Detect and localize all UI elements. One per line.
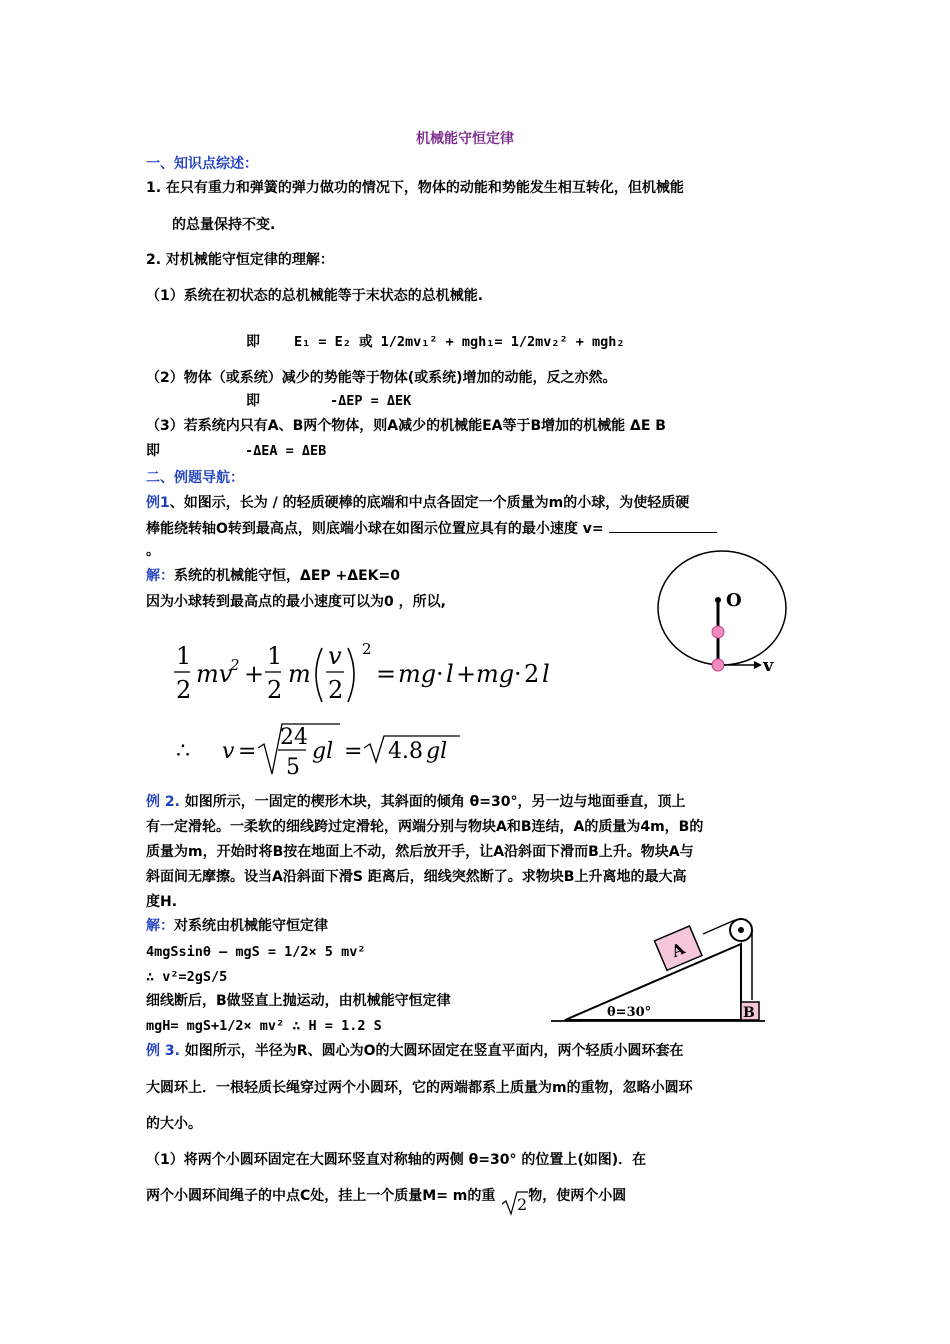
ex1-circle-figure [652, 548, 802, 678]
ex1-line3: 。 [146, 543, 160, 559]
sqrt2-symbol [500, 1186, 528, 1216]
answer-blank [609, 520, 717, 533]
svg-text:2: 2 [362, 640, 372, 658]
svg-text:∴: ∴ [176, 739, 190, 764]
ex2-label: 例 2. [146, 794, 180, 810]
ex1-solution-line2: 因为小球转到最高点的最小速度可以为0 ，所以, [146, 594, 446, 610]
svg-text:l: l [446, 660, 454, 688]
section-heading-knowledge: 一、知识点综述： [146, 156, 258, 172]
ex1-line1 [146, 495, 689, 512]
svg-text:mg: mg [476, 660, 515, 688]
eq2-label: 即 [246, 393, 260, 409]
sub3: （3）若系统内只有A、B两个物体，则A减少的机械能EA等于B增加的机械能 ΔE B [146, 418, 666, 434]
item1-line2: 的总量保持不变. [172, 217, 276, 233]
ex2-solution-line2: 4mgSsinθ – mgS = 1/2× 5 mv² [146, 944, 366, 960]
section-heading-examples: 二、例题导航： [146, 470, 244, 486]
ex1-solution-line1 [146, 568, 400, 585]
eq3-formula: -ΔEA = ΔEB [245, 443, 327, 459]
ex3-line3: 的大小。 [146, 1116, 202, 1132]
ex1-line2 [146, 520, 717, 538]
ex3-line1 [146, 1043, 684, 1060]
ex3-line5-text: 两个小圆环间绳子的中点C处，挂上一个质量M= m的重 [146, 1188, 496, 1204]
ex2-solution-line5: mgH= mgS+1/2× mv² ∴ H = 1.2 S [146, 1018, 382, 1034]
svg-text:mg: mg [398, 660, 437, 688]
svg-text:1: 1 [176, 642, 192, 670]
svg-text:=: = [376, 660, 397, 688]
svg-text:2: 2 [176, 676, 192, 704]
ex3-label: 例 3. [146, 1043, 180, 1059]
svg-text:v: v [222, 739, 235, 764]
ex2-wedge-figure [545, 908, 770, 1028]
eq3-label: 即 [146, 443, 160, 459]
svg-text:gl: gl [426, 739, 448, 764]
ex1-label: 例1 [146, 495, 170, 511]
ex2-line5: 度H. [146, 894, 178, 910]
wedge [565, 944, 741, 1020]
ex2-line1 [146, 794, 686, 811]
svg-text:·: · [436, 660, 444, 688]
ex3-line1-text: 如图所示，半径为R、圆心为O的大圆环固定在竖直平面内，两个轻质小圆环套在 [179, 1043, 684, 1059]
ex2-line3: 质量为m，开始时将B按在地面上不动，然后放开手，让A沿斜面下滑而B上升。物块A与 [146, 844, 694, 860]
ex3-line4: （1）将两个小圆环固定在大圆环竖直对称轴的两侧 θ=30° 的位置上(如图)．在 [146, 1152, 647, 1168]
label-v: v [763, 655, 774, 676]
svg-text:·: · [514, 660, 522, 688]
item2: 2. 对机械能守恒定律的理解： [146, 252, 334, 268]
ex1-energy-equation [168, 636, 608, 786]
pivot-point [715, 597, 721, 603]
sub2: （2）物体（或系统）减少的势能等于物体(或系统)增加的动能，反之亦然。 [146, 370, 617, 386]
svg-text:2: 2 [267, 676, 283, 704]
svg-text:m: m [288, 660, 311, 688]
item1-line1: 1. 在只有重力和弹簧的弹力做功的情况下，物体的动能和势能发生相互转化，但机械能 [146, 180, 684, 196]
ex1-line2-text: 棒能绕转轴O转到最高点，则底端小球在如图示位置应具有的最小速度 v= [146, 521, 604, 537]
ex2-solution-label: 解： [146, 918, 174, 934]
ex2-solution-line1 [146, 918, 328, 935]
svg-text:=: = [238, 739, 257, 764]
label-b: B [743, 1005, 755, 1021]
svg-text:+: + [456, 660, 477, 688]
svg-text:4.8: 4.8 [388, 739, 423, 764]
ex3-line2: 大圆环上．一根轻质长绳穿过两个小圆环，它的两端都系上质量为m的重物，忽略小圆环 [146, 1080, 693, 1096]
svg-text:gl: gl [312, 739, 334, 764]
svg-text:24: 24 [280, 725, 308, 750]
ex2-solution-text1: 对系统由机械能守恒定律 [174, 918, 328, 934]
svg-text:5: 5 [286, 755, 300, 780]
ex1-solution-label: 解： [146, 568, 174, 584]
svg-text:v: v [328, 642, 342, 670]
svg-text:=: = [344, 739, 363, 764]
ex1-line1-text: 、如图示，长为 / 的轻质硬棒的底端和中点各固定一个质量为m的小球，为使轻质硬 [169, 495, 690, 511]
svg-text:+: + [244, 660, 265, 688]
ex3-line5-tail: 物，使两个小圆 [528, 1188, 627, 1204]
svg-text:2: 2 [517, 1195, 528, 1214]
middle-ball [712, 626, 724, 638]
pulley-axle [738, 927, 744, 933]
eq1-formula: E₁ = E₂ 或 1/2mv₁² + mgh₁= 1/2mv₂² + mgh₂ [294, 334, 625, 350]
ex2-solution-line4: 细线断后，B做竖直上抛运动，由机械能守恒定律 [146, 993, 451, 1009]
bottom-ball [712, 659, 724, 671]
svg-text:l: l [542, 660, 550, 688]
ex3-line5 [146, 1186, 626, 1216]
ex2-solution-line3: ∴ v²=2gS/5 [146, 969, 228, 985]
ex2-line2: 有一定滑轮。一柔软的细线跨过定滑轮，两端分别与物块A和B连结，A的质量为4m，B的 [146, 819, 704, 835]
label-o: O [726, 590, 742, 611]
ex2-line1-text: 如图所示，一固定的楔形木块，其斜面的倾角 θ=30°，另一边与地面垂直，顶上 [179, 794, 686, 810]
svg-text:2: 2 [328, 676, 344, 704]
ex1-solution-text1: 系统的机械能守恒，ΔEP +ΔEK=0 [174, 568, 400, 584]
svg-text:2: 2 [524, 660, 540, 688]
label-a: A [668, 938, 688, 962]
velocity-arrowhead [754, 661, 762, 669]
svg-text:1: 1 [267, 642, 283, 670]
ex2-line4: 斜面间无摩擦。设当A沿斜面下滑S 距离后，细线突然断了。求物块B上升离地的最大高 [146, 869, 687, 885]
label-theta: θ=30° [607, 1005, 652, 1020]
eq1-label: 即 [246, 334, 260, 350]
circle-path [658, 551, 786, 665]
svg-text:2: 2 [230, 656, 240, 674]
eq2-formula: -ΔEP = ΔEK [330, 393, 412, 409]
page-title: 机械能守恒定律 [416, 131, 514, 147]
sub1: （1）系统在初状态的总机械能等于末状态的总机械能. [146, 288, 484, 304]
svg-text:mv: mv [196, 660, 233, 688]
